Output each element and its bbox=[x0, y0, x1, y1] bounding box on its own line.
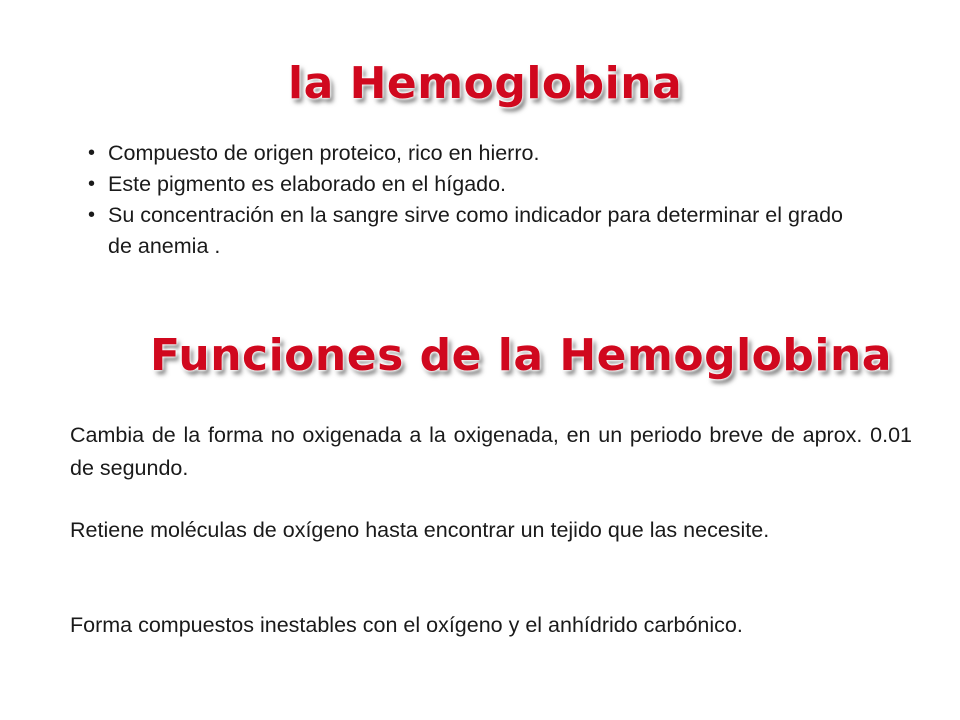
function-paragraph: Forma compuestos inestables con el oxígeno y el anhídrido carbónico. bbox=[70, 613, 743, 637]
list-item bbox=[86, 200, 846, 262]
function-paragraph: Cambia de la forma no oxigenada a la oxigenada, en un periodo breve de aprox. 0.01 de segundo. bbox=[70, 423, 912, 480]
list-item bbox=[86, 138, 846, 169]
section-title: Funciones de la Hemoglobina bbox=[150, 330, 892, 381]
function-paragraph: Retiene moléculas de oxígeno hasta encontrar un tejido que las necesite. bbox=[70, 518, 770, 542]
bullet-list bbox=[86, 138, 846, 262]
bullet-text: Su concentración en la sangre sirve como indicador para determinar el grado de anemia . bbox=[108, 203, 843, 258]
slide-title: la Hemoglobina bbox=[288, 58, 683, 109]
list-item bbox=[86, 169, 846, 200]
bullet-text: Este pigmento es elaborado en el hígado. bbox=[108, 172, 507, 196]
bullet-text: Compuesto de origen proteico, rico en hierro. bbox=[108, 141, 540, 165]
